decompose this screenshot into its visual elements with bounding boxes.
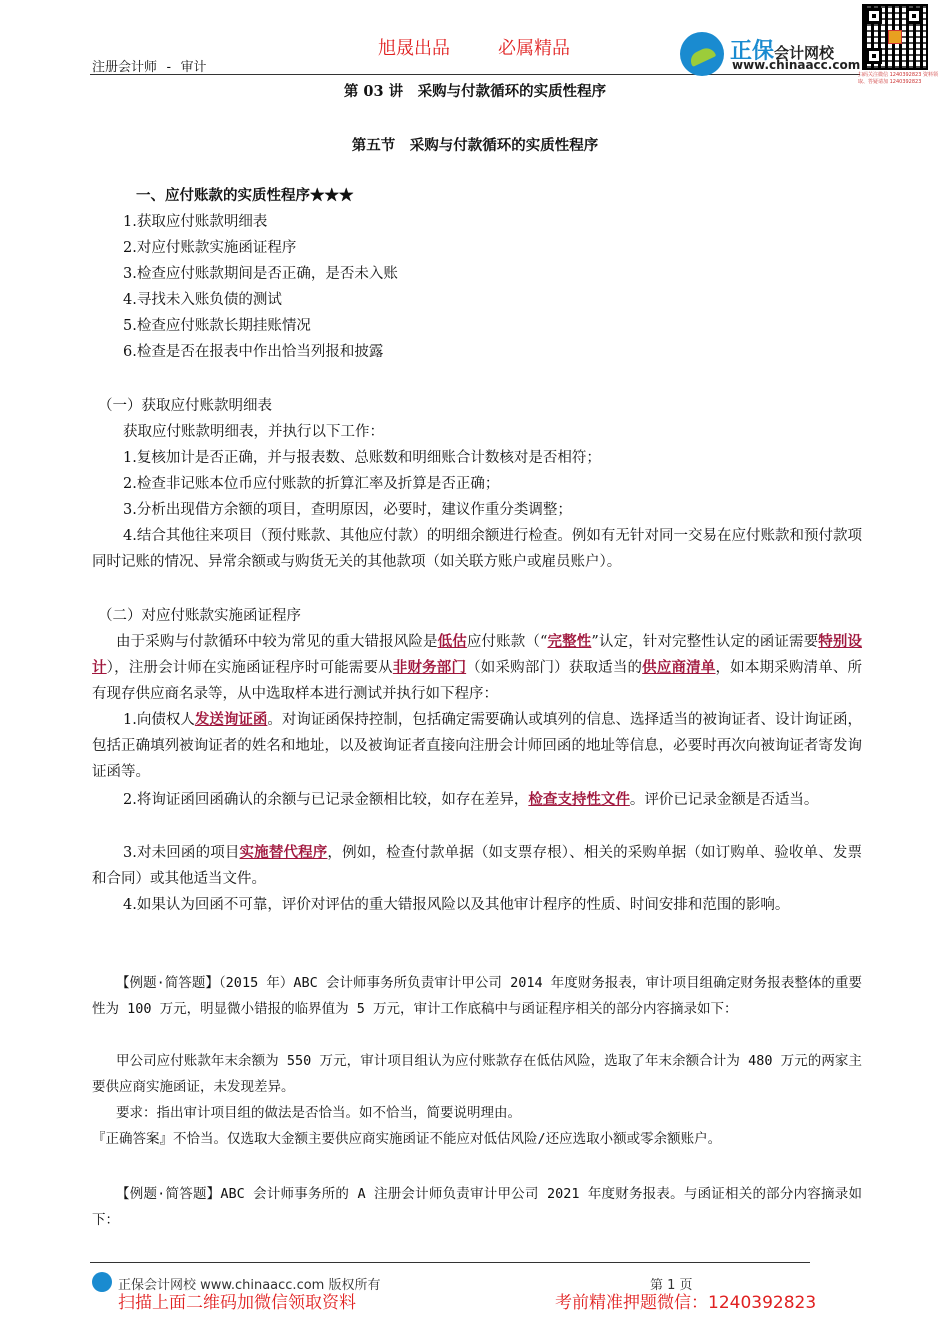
keyword-non-finance-dept: 非财务部门 xyxy=(392,659,467,676)
keyword-alternative-procedures: 实施替代程序 xyxy=(239,844,328,861)
list-item: 6.检查是否在报表中作出恰当列报和披露 xyxy=(123,344,384,360)
example1-requirement: 要求：指出审计项目组的做法是否恰当。如不恰当，简要说明理由。 xyxy=(116,1105,521,1121)
keyword-check-support-docs: 检查支持性文件 xyxy=(528,791,630,808)
sub2-step1: 1.向债权人发送询证函。对询证函保持控制，包括确定需要确认或填列的信息、选择适当的被询证者、设计询证函，包括正确填列被询证者的姓名和地址，以及被询证者直接向注册会计师回函的地址等信息，必要时再次向被询证者寄发询证函等。 xyxy=(92,711,862,780)
sub2-step4: 4.如果认为回函不可靠，评价对评估的重大错报风险以及其他审计程序的性质、时间安排和范围的影响。 xyxy=(123,897,790,913)
keyword-special-design: 特别设计 xyxy=(92,633,863,676)
footer-divider xyxy=(90,1262,810,1263)
sub1-intro: 获取应付账款明细表，并执行以下工作： xyxy=(123,424,384,440)
brand-name-suffix: 会计网校 xyxy=(774,44,835,62)
sub2-step3: 3.对未回函的项目实施替代程序，例如，检查付款单据（如支票存根）、相关的采购单据（如订购单、验收单、发票和合同）或其他适当文件。 xyxy=(92,844,863,887)
section-title: 第五节 采购与付款循环的实质性程序 xyxy=(351,137,599,154)
list-item: 3.检查应付账款期间是否正确，是否未入账 xyxy=(123,266,398,282)
keyword-underestimate: 低估 xyxy=(437,633,467,650)
footer-copyright: 正保会计网校 www.chinaacc.com 版权所有 xyxy=(118,1278,381,1293)
header-promo-left: 旭晟出品 xyxy=(378,38,450,59)
page-number: 第 1 页 xyxy=(650,1278,693,1293)
example1-answer: 『正确答案』不恰当。仅选取大金额主要供应商实施函证不能应对低估风险/还应选取小额或零余额账户。 xyxy=(92,1131,722,1147)
list-item: 1.获取应付账款明细表 xyxy=(123,214,268,230)
example1-question: 【例题·简答题】（2015 年）ABC 会计师事务所负责审计甲公司 2014 年度财务报表，审计项目组确定财务报表整体的重要性为 100 万元，明显微小错报的临界值为 5 万元，审计工作底稿中与函证程序相关的部分内容摘录如下： xyxy=(92,975,862,1017)
list-item: 2.检查非记账本位币应付账款的折算汇率及折算是否正确； xyxy=(123,476,500,492)
course-label: 注册会计师 - 审计 xyxy=(92,60,207,75)
example2-question: 【例题·简答题】ABC 会计师事务所的 A 注册会计师负责审计甲公司 2021 年度财务报表。与函证相关的部分内容摘录如下： xyxy=(92,1186,862,1228)
list-item: 1.复核加计是否正确，并与报表数、总账数和明细账合计数核对是否相符； xyxy=(123,450,601,466)
list-item: 4.寻找未入账负债的测试 xyxy=(123,292,282,308)
footer-promo-left: 扫描上面二维码加微信领取资料 xyxy=(118,1293,356,1313)
keyword-completeness: 完整性 xyxy=(547,633,592,650)
footer-logo-icon xyxy=(92,1272,112,1292)
sub1-item4: 4.结合其他往来项目（预付账款、其他应付款）的明细余额进行检查。例如有无针对同一交易在应付账款和预付款项同时记账的情况、异常余额或与购货无关的其他款项（如关联方账户或雇员账户）。 xyxy=(92,528,862,570)
sub1-heading: （一）获取应付账款明细表 xyxy=(98,398,272,414)
brand-url: www.chinaacc.com xyxy=(732,58,861,72)
keyword-send-confirmation: 发送询证函 xyxy=(194,711,268,728)
header-promo-right: 必属精品 xyxy=(498,38,570,59)
example1-fact: 甲公司应付账款年末余额为 550 万元，审计项目组认为应付账款存在低估风险，选取了年末余额合计为 480 万元的两家主要供应商实施函证，未发现差异。 xyxy=(92,1053,862,1095)
list-item: 2.对应付账款实施函证程序 xyxy=(123,240,297,256)
sub2-heading: （二）对应付账款实施函证程序 xyxy=(98,608,301,624)
sub2-paragraph: 由于采购与付款循环中较为常见的重大错报风险是低估应付账款（“完整性”认定，针对完整性认定的函证需要特别设计），注册会计师在实施函证程序时可能需要从非财务部门（如采购部门）获取适当的供应商清单，如本期采购清单、所有现存供应商名录等，从中选取样本进行测试并执行如下程序： xyxy=(92,633,863,702)
part1-heading: 一、应付账款的实质性程序★★★ xyxy=(136,187,354,204)
lecture-title: 第 03 讲 采购与付款循环的实质性程序 xyxy=(343,83,607,100)
sub2-step2: 2.将询证函回函确认的余额与已记录金额相比较，如存在差异，检查支持性文件。评价已记录金额是否适当。 xyxy=(123,791,819,808)
keyword-supplier-list: 供应商清单 xyxy=(642,659,716,676)
list-item: 3.分析出现借方余额的项目，查明原因，必要时，建议作重分类调整； xyxy=(123,502,572,518)
footer-promo-right: 考前精准押题微信：1240392823 xyxy=(555,1293,817,1313)
brand-name-main: 正保 xyxy=(730,39,775,64)
qr-note: 扫码关注微信 1240392823 资料领取、答疑请加 1240392823 xyxy=(858,72,938,85)
list-item: 5.检查应付账款长期挂账情况 xyxy=(123,318,311,334)
qr-center-icon xyxy=(888,30,902,44)
chinaacc-logo-icon xyxy=(680,32,724,76)
header-divider xyxy=(90,74,860,75)
